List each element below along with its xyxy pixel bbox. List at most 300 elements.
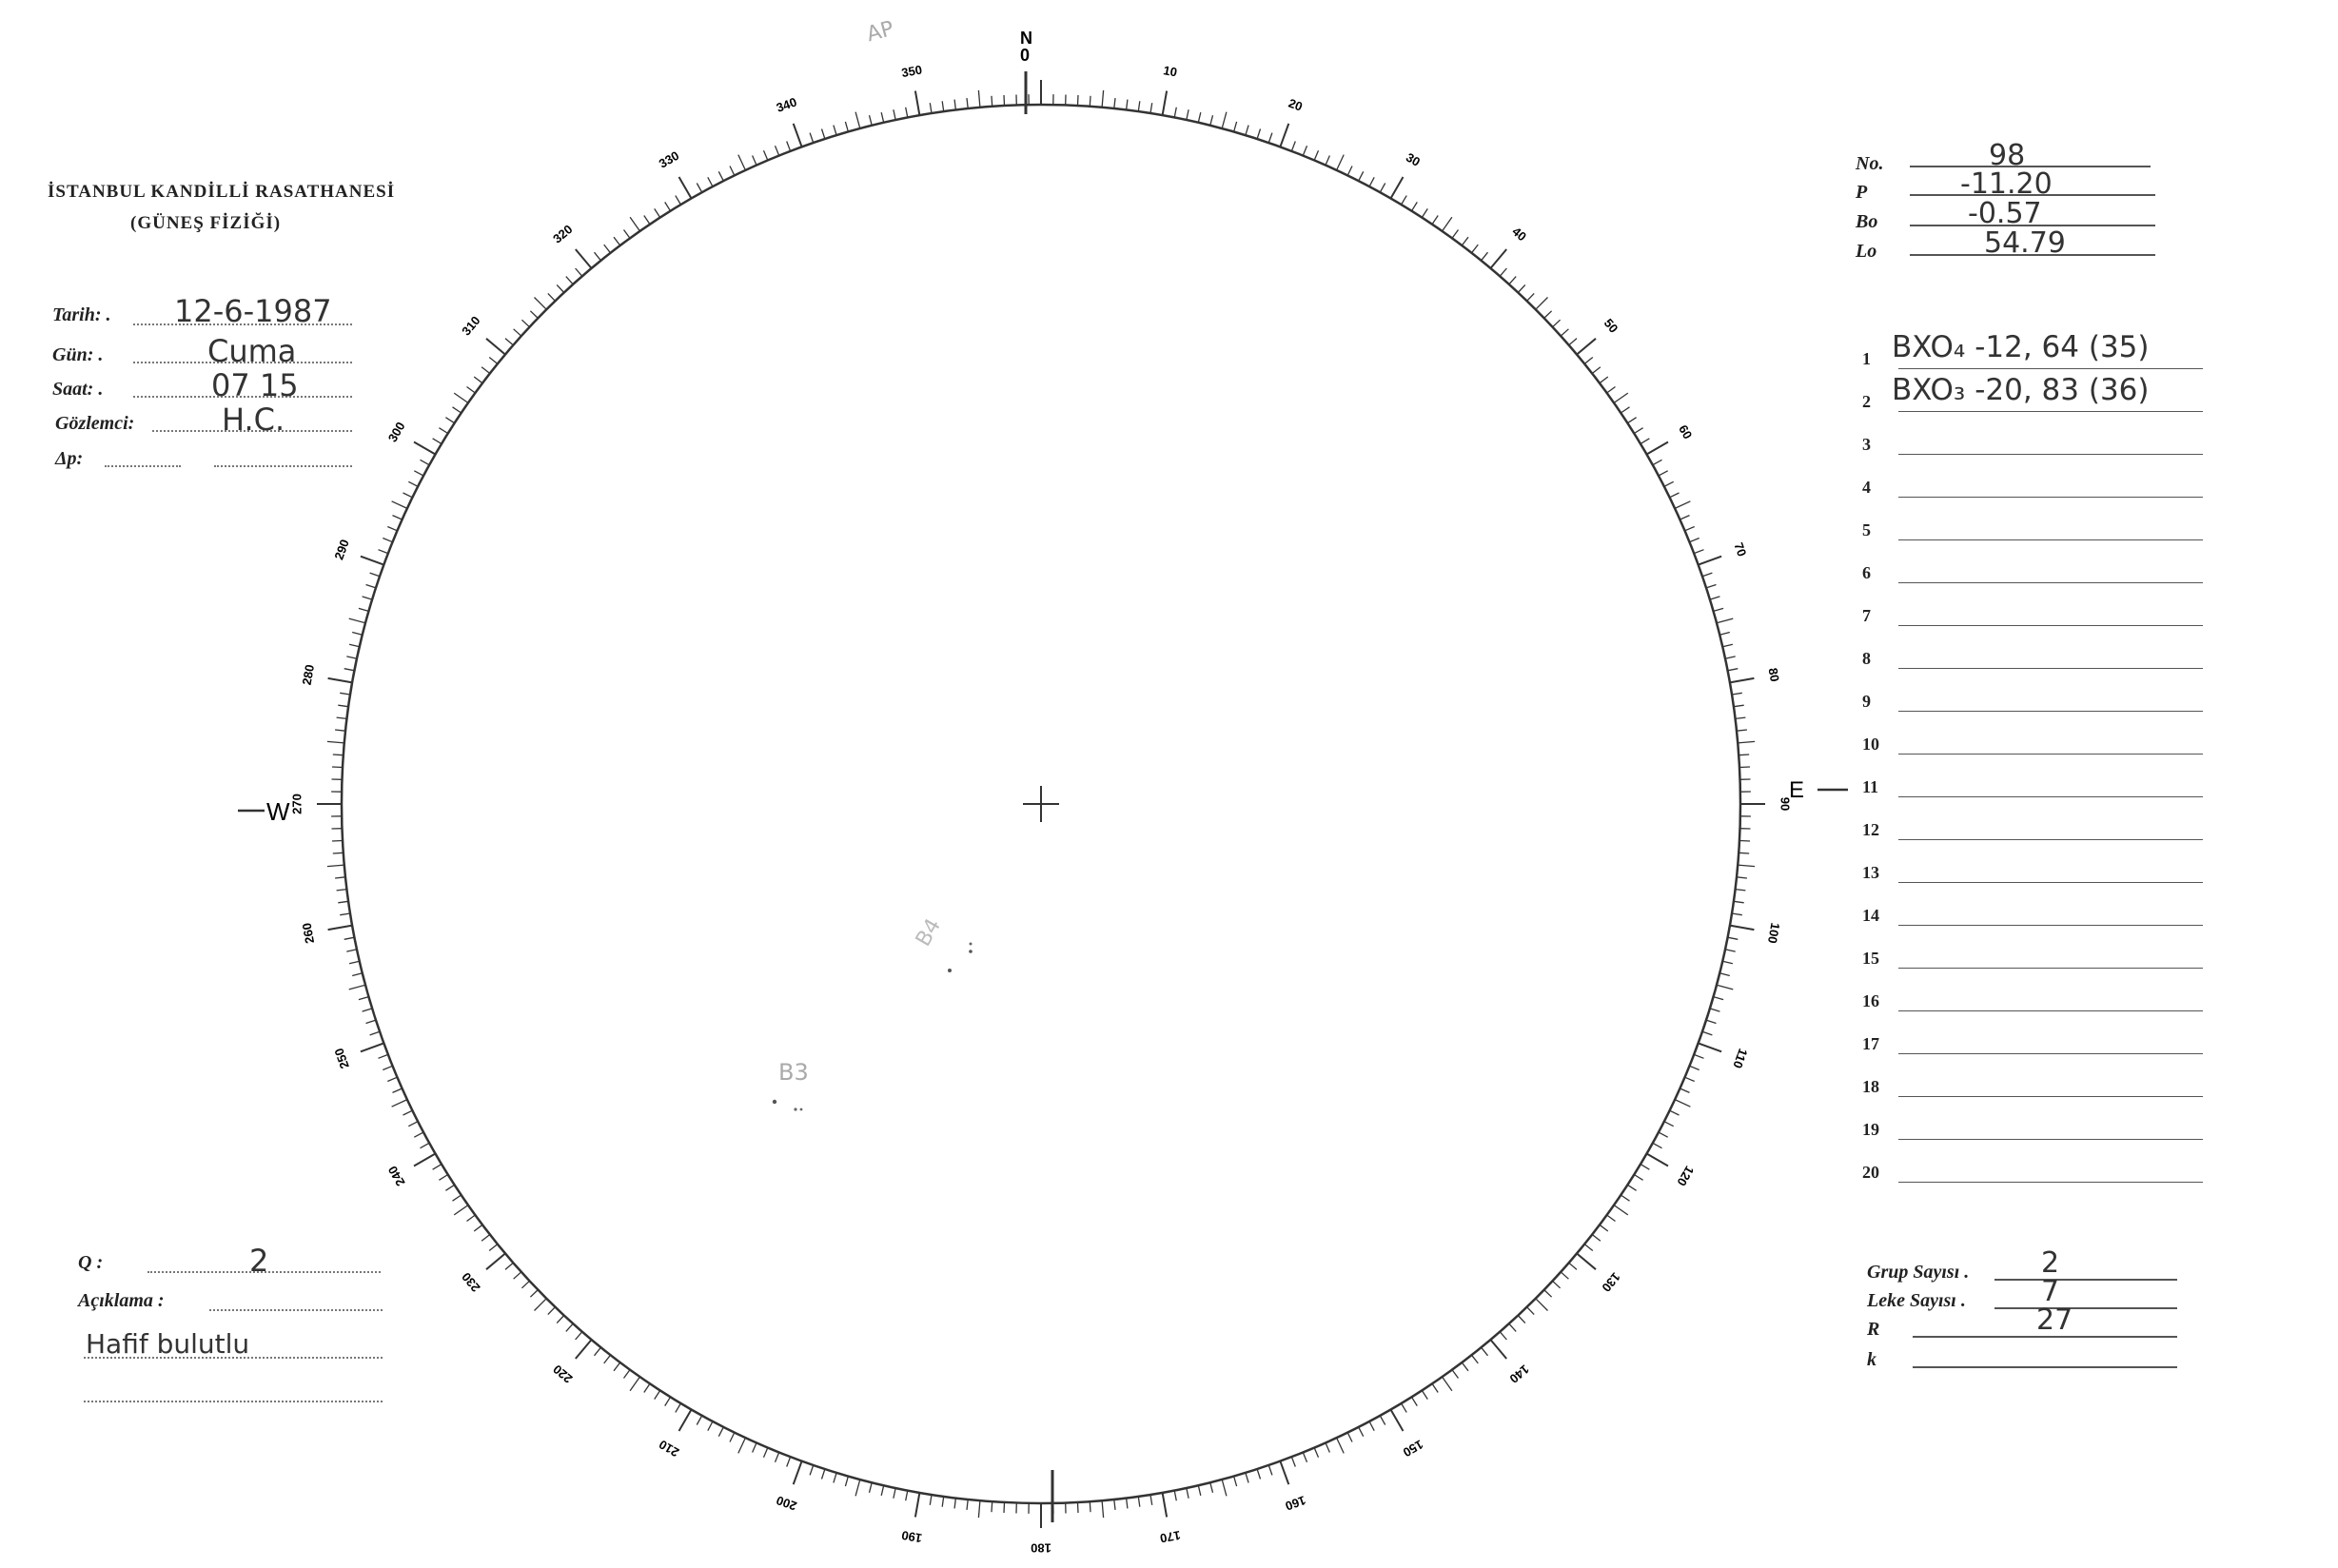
- scale-label: 140: [1506, 1362, 1532, 1386]
- scale-tick: [557, 1316, 564, 1323]
- scale-tick: [445, 1185, 454, 1190]
- group-number: 14: [1862, 906, 1879, 925]
- scale-tick: [1561, 329, 1568, 336]
- scale-tick: [486, 339, 505, 355]
- scale-tick: [1257, 1469, 1260, 1480]
- scale-tick: [967, 1499, 968, 1510]
- pole-mark: AP: [864, 16, 897, 48]
- scale-tick: [421, 460, 430, 464]
- scale-tick: [1210, 1482, 1213, 1493]
- scale-tick: [1685, 527, 1695, 531]
- scale-tick: [1702, 573, 1712, 577]
- scale-tick: [1577, 1253, 1596, 1269]
- lo-value: 54.79: [1984, 226, 2066, 260]
- scale-tick: [393, 516, 403, 519]
- scale-tick: [576, 249, 592, 268]
- group-number: 3: [1862, 435, 1871, 454]
- group-number: 2: [1862, 392, 1871, 411]
- no-label: No.: [1856, 153, 1884, 174]
- group-number: 9: [1862, 692, 1871, 711]
- scale-tick: [1234, 1477, 1237, 1487]
- scale-tick: [822, 1469, 825, 1480]
- scale-tick: [1198, 1485, 1201, 1496]
- scale-tick: [1422, 1390, 1427, 1399]
- scale-tick: [1138, 1497, 1140, 1507]
- scale-label: 200: [774, 1493, 799, 1514]
- scale-tick: [328, 678, 353, 683]
- scale-tick: [1614, 393, 1628, 402]
- scale-tick: [1728, 669, 1739, 671]
- scale-tick: [708, 1421, 713, 1431]
- scale-tick: [1710, 597, 1720, 599]
- scale-tick: [624, 1370, 631, 1379]
- scale-tick: [414, 442, 436, 455]
- scale-label: 220: [550, 1362, 576, 1386]
- scale-tick: [359, 997, 369, 1000]
- scale-tick: [335, 877, 345, 878]
- scale-tick: [467, 1215, 476, 1222]
- scale-tick: [379, 1054, 388, 1058]
- saat-label: Saat: .: [52, 379, 104, 400]
- group-number: 20: [1862, 1163, 1879, 1182]
- scale-tick: [810, 1465, 814, 1475]
- scale-tick: [327, 741, 344, 743]
- scale-tick: [1717, 985, 1733, 990]
- scale-tick: [1369, 1421, 1374, 1431]
- scale-tick: [1163, 1493, 1168, 1518]
- scale-tick: [361, 1043, 383, 1051]
- scale-tick: [1690, 1066, 1699, 1069]
- scale-tick: [604, 245, 611, 253]
- scale-tick: [1291, 1457, 1295, 1466]
- scale-tick: [595, 252, 601, 261]
- scale-tick: [403, 493, 413, 498]
- scale-tick: [433, 439, 442, 444]
- scale-label: 40: [1509, 224, 1530, 245]
- scale-tick: [514, 329, 521, 336]
- scale-tick: [655, 208, 660, 217]
- scale-tick: [1730, 926, 1755, 931]
- scale-tick: [489, 1245, 498, 1251]
- scale-tick: [1391, 1410, 1404, 1432]
- scale-tick: [328, 926, 353, 931]
- scale-tick: [776, 146, 779, 155]
- scale-tick: [1699, 557, 1721, 565]
- r-value: 27: [2036, 1303, 2073, 1337]
- scale-label: 20: [1287, 95, 1305, 114]
- group-number: 6: [1862, 563, 1871, 582]
- scale-tick: [834, 126, 836, 136]
- scale-tick: [337, 717, 347, 718]
- scale-tick: [1634, 428, 1642, 434]
- scale-tick: [352, 633, 363, 636]
- scale-tick: [1163, 91, 1168, 116]
- scale-tick: [1187, 1488, 1189, 1499]
- scale-label: 300: [384, 419, 408, 445]
- scale-tick: [1690, 539, 1699, 542]
- observatory-subtitle: (GÜNEŞ FİZİĞİ): [130, 213, 282, 233]
- scale-tick: [1659, 471, 1668, 476]
- scale-tick: [1402, 196, 1407, 205]
- scale-tick: [630, 217, 639, 231]
- scale-tick: [474, 1225, 482, 1231]
- scale-tick: [1369, 177, 1374, 186]
- scale-tick: [1734, 705, 1744, 707]
- scale-tick: [505, 1263, 513, 1269]
- scale-tick: [1725, 950, 1736, 951]
- bo-value: -0.57: [1968, 197, 2042, 230]
- scale-tick: [1569, 339, 1577, 345]
- scale-label: 160: [1283, 1493, 1308, 1514]
- scale-tick: [474, 377, 482, 383]
- scale-tick: [1280, 124, 1288, 147]
- scale-tick: [1222, 112, 1227, 128]
- scale-tick: [967, 98, 968, 108]
- scale-tick: [1482, 252, 1488, 261]
- scale-tick: [1246, 126, 1248, 136]
- scale-tick: [679, 177, 692, 199]
- scale-tick: [1732, 913, 1742, 915]
- scale-tick: [1634, 1175, 1642, 1181]
- scale-tick: [753, 1443, 756, 1453]
- scale-tick: [1738, 865, 1755, 867]
- p-label: P: [1856, 182, 1868, 203]
- group-number: 8: [1862, 649, 1871, 668]
- scale-tick: [1452, 1370, 1459, 1379]
- scale-tick: [439, 1175, 447, 1181]
- scale-tick: [1699, 1043, 1721, 1051]
- scale-tick: [1670, 493, 1680, 498]
- scale-tick: [1675, 1100, 1690, 1107]
- tarih-value: 12-6-1987: [174, 293, 332, 329]
- scale-tick: [1706, 1020, 1717, 1023]
- scale-tick: [1739, 767, 1750, 768]
- scale-tick: [1174, 1491, 1176, 1501]
- scale-tick: [834, 1473, 836, 1483]
- sunspot: [800, 1108, 803, 1111]
- scale-tick: [1004, 95, 1005, 106]
- scale-tick: [548, 293, 556, 301]
- scale-tick: [1621, 407, 1629, 413]
- scale-tick: [1536, 1299, 1548, 1311]
- scale-tick: [1647, 1154, 1669, 1166]
- scale-tick: [576, 1332, 582, 1340]
- scale-tick: [379, 550, 388, 554]
- scale-tick: [954, 1499, 955, 1509]
- scale-tick: [1710, 1009, 1720, 1011]
- sunspot: [970, 943, 973, 946]
- scale-label: 180: [1031, 1540, 1051, 1556]
- scale-tick: [1664, 481, 1674, 486]
- scale-tick: [453, 407, 462, 413]
- scale-tick: [1472, 1355, 1479, 1363]
- scale-tick: [1402, 1403, 1407, 1412]
- scale-label: 350: [900, 62, 924, 81]
- scale-tick: [644, 1383, 650, 1392]
- scale-tick: [1722, 644, 1733, 647]
- sunspot: [948, 969, 952, 972]
- scale-tick: [1714, 608, 1724, 611]
- scale-tick: [1482, 1347, 1488, 1356]
- scale-tick: [1490, 249, 1506, 268]
- gun-value: Cuma: [207, 333, 297, 369]
- group-number: 16: [1862, 991, 1879, 1010]
- scale-tick: [1536, 298, 1548, 310]
- scale-tick: [764, 150, 768, 160]
- scale-tick: [1443, 1377, 1452, 1391]
- scale-tick: [1246, 1473, 1248, 1483]
- scale-tick: [679, 1410, 692, 1432]
- scale-tick: [915, 91, 920, 116]
- scale-tick: [881, 112, 884, 123]
- scale-tick: [845, 122, 848, 132]
- scale-tick: [349, 961, 360, 964]
- scale-tick: [1592, 1235, 1601, 1242]
- scale-tick: [1472, 245, 1479, 253]
- scale-tick: [1102, 90, 1104, 108]
- scale-tick: [1314, 150, 1318, 160]
- scale-label: 120: [1674, 1163, 1698, 1189]
- scale-tick: [708, 177, 713, 186]
- scale-tick: [340, 913, 350, 915]
- scale-tick: [1621, 1195, 1629, 1201]
- scale-tick: [595, 1347, 601, 1356]
- scale-tick: [1347, 167, 1352, 176]
- scale-tick: [332, 841, 343, 842]
- scale-tick: [366, 585, 377, 588]
- scale-tick: [845, 1477, 848, 1487]
- leke-sayisi-label: Leke Sayısı .: [1867, 1290, 1966, 1311]
- scale-tick: [1303, 1453, 1307, 1462]
- scale-tick: [676, 196, 681, 205]
- q-value: 2: [249, 1243, 269, 1279]
- scale-tick: [1664, 1122, 1674, 1127]
- scale-tick: [1518, 284, 1525, 292]
- scale-tick: [697, 1416, 701, 1425]
- scale-label: 320: [550, 222, 576, 246]
- scale-tick: [346, 657, 357, 658]
- group-number: 11: [1862, 777, 1879, 796]
- scale-tick: [1127, 1499, 1128, 1509]
- scale-label: 260: [299, 921, 318, 945]
- scale-tick: [349, 618, 365, 623]
- scale-tick: [383, 539, 392, 542]
- scale-label: 310: [459, 313, 483, 339]
- scale-tick: [387, 527, 397, 531]
- scale-tick: [548, 1307, 556, 1315]
- scale-tick: [1314, 1448, 1318, 1458]
- scale-tick: [1607, 387, 1616, 394]
- scale-tick: [1722, 961, 1733, 964]
- group-number: 17: [1862, 1034, 1879, 1053]
- scale-tick: [906, 1491, 908, 1501]
- no-value: 98: [1989, 139, 2026, 172]
- group-number: 15: [1862, 949, 1879, 968]
- scale-tick: [1222, 1480, 1227, 1496]
- scale-tick: [794, 124, 802, 147]
- scale-tick: [881, 1485, 884, 1496]
- group-number: 18: [1862, 1077, 1879, 1096]
- scale-label: 50: [1601, 315, 1621, 336]
- lo-label: Lo: [1856, 241, 1877, 262]
- gozlemci-label: Gözlemci:: [55, 413, 135, 434]
- scale-tick: [906, 108, 908, 118]
- scale-tick: [1738, 741, 1755, 743]
- west-label: W: [266, 797, 290, 826]
- scale-tick: [1553, 1281, 1561, 1288]
- scale-tick: [344, 937, 355, 939]
- scale-tick: [344, 669, 355, 671]
- scale-tick: [454, 393, 468, 402]
- scale-tick: [505, 339, 513, 345]
- scale-tick: [764, 1448, 768, 1458]
- scale-tick: [614, 237, 620, 245]
- scale-tick: [370, 573, 380, 577]
- scale-tick: [1607, 1215, 1616, 1222]
- group-number: 4: [1862, 478, 1871, 497]
- scale-tick: [1432, 1383, 1438, 1392]
- scale-tick: [1303, 146, 1307, 155]
- scale-tick: [1694, 550, 1703, 554]
- scale-tick: [327, 865, 344, 867]
- scale-tick: [1734, 901, 1744, 903]
- scale-tick: [408, 481, 418, 486]
- grup-sayisi-label: Grup Sayısı .: [1867, 1262, 1970, 1283]
- scale-tick: [1509, 277, 1516, 284]
- scale-tick: [1210, 115, 1213, 126]
- group-number: 1: [1862, 349, 1871, 368]
- scale-tick: [787, 1457, 791, 1466]
- scale-label: 30: [1404, 149, 1424, 169]
- group-number: 5: [1862, 520, 1871, 539]
- scale-tick: [340, 693, 350, 695]
- scale-tick: [363, 597, 373, 599]
- scale-tick: [421, 1143, 430, 1147]
- scale-tick: [338, 901, 348, 903]
- scale-tick: [822, 129, 825, 140]
- tarih-label: Tarih: .: [52, 304, 111, 325]
- scale-tick: [1452, 230, 1459, 239]
- scale-tick: [366, 1020, 377, 1023]
- scale-tick: [454, 1205, 468, 1215]
- scale-tick: [1527, 293, 1535, 301]
- scale-tick: [489, 358, 498, 364]
- scale-tick: [1694, 1054, 1703, 1058]
- scale-tick: [1422, 208, 1427, 217]
- scale-tick: [665, 1397, 671, 1405]
- scale-tick: [1391, 177, 1404, 199]
- scale-tick: [1337, 1438, 1345, 1453]
- scale-tick: [530, 311, 538, 319]
- group-number: 10: [1862, 735, 1879, 754]
- scale-tick: [453, 1195, 462, 1201]
- scale-tick: [363, 1009, 373, 1011]
- scale-tick: [1326, 156, 1329, 166]
- scale-tick: [566, 1323, 573, 1331]
- p-value: -11.20: [1960, 167, 2053, 201]
- scale-tick: [697, 184, 701, 193]
- scale-tick: [392, 1100, 407, 1107]
- scale-tick: [467, 387, 476, 394]
- scale-tick: [915, 1493, 920, 1518]
- scale-tick: [1078, 95, 1079, 106]
- scale-tick: [349, 985, 365, 990]
- scale-tick: [1685, 1077, 1695, 1081]
- scale-tick: [414, 1132, 423, 1137]
- scale-tick: [1509, 1323, 1516, 1331]
- scale-label: 250: [331, 1046, 352, 1071]
- scale-tick: [614, 1362, 620, 1371]
- scale-tick: [1717, 618, 1733, 623]
- sunspot: [969, 950, 973, 953]
- grup-sayisi-value: 2: [2041, 1246, 2060, 1280]
- scale-tick: [1337, 155, 1345, 170]
- scale-tick: [1150, 103, 1152, 113]
- scale-tick: [1102, 1500, 1104, 1518]
- scale-tick: [566, 277, 573, 284]
- scale-tick: [1380, 184, 1385, 193]
- scale-tick: [1627, 418, 1636, 423]
- scale-tick: [337, 890, 347, 891]
- scale-tick: [794, 1461, 802, 1484]
- scale-tick: [930, 103, 932, 113]
- scale-tick: [930, 1495, 932, 1505]
- scale-tick: [1680, 1088, 1690, 1092]
- scale-tick: [338, 705, 348, 707]
- scale-tick: [1114, 1499, 1115, 1510]
- scale-tick: [1739, 841, 1750, 842]
- scale-tick: [1462, 1362, 1468, 1371]
- scale-tick: [1127, 100, 1128, 110]
- scale-tick: [576, 268, 582, 276]
- scale-tick: [486, 1253, 505, 1269]
- scale-tick: [604, 1355, 611, 1363]
- north-label: N: [1020, 29, 1032, 48]
- scale-tick: [1737, 730, 1747, 731]
- leke-sayisi-value: 7: [2041, 1275, 2060, 1308]
- scale-tick: [1553, 320, 1561, 327]
- scale-tick: [1518, 1316, 1525, 1323]
- delta-p-label: Δp:: [55, 448, 84, 469]
- scale-tick: [352, 973, 363, 976]
- scale-tick: [514, 1272, 521, 1279]
- scale-tick: [855, 112, 860, 128]
- scale-tick: [1412, 202, 1418, 210]
- scale-tick: [387, 1077, 397, 1081]
- scale-tick: [1291, 142, 1295, 151]
- scale-tick: [1569, 1263, 1577, 1269]
- scale-tick: [535, 298, 547, 310]
- scale-tick: [392, 501, 407, 509]
- scale-tick: [439, 428, 447, 434]
- scale-tick: [414, 471, 423, 476]
- scale-tick: [349, 644, 360, 647]
- east-label: E: [1789, 777, 1805, 803]
- scale-label: 10: [1162, 63, 1179, 80]
- scale-tick: [1500, 268, 1506, 276]
- scale-tick: [978, 90, 980, 108]
- scale-tick: [978, 1500, 980, 1518]
- scale-tick: [1641, 1165, 1649, 1170]
- scale-tick: [1174, 108, 1176, 118]
- scale-tick: [1257, 129, 1260, 140]
- scale-tick: [730, 167, 735, 176]
- scale-tick: [1584, 358, 1593, 364]
- aciklama-value: Hafif bulutlu: [86, 1328, 250, 1360]
- scale-tick: [1577, 339, 1596, 355]
- group-mark-b4: B4: [911, 914, 947, 951]
- scale-tick: [1268, 133, 1272, 143]
